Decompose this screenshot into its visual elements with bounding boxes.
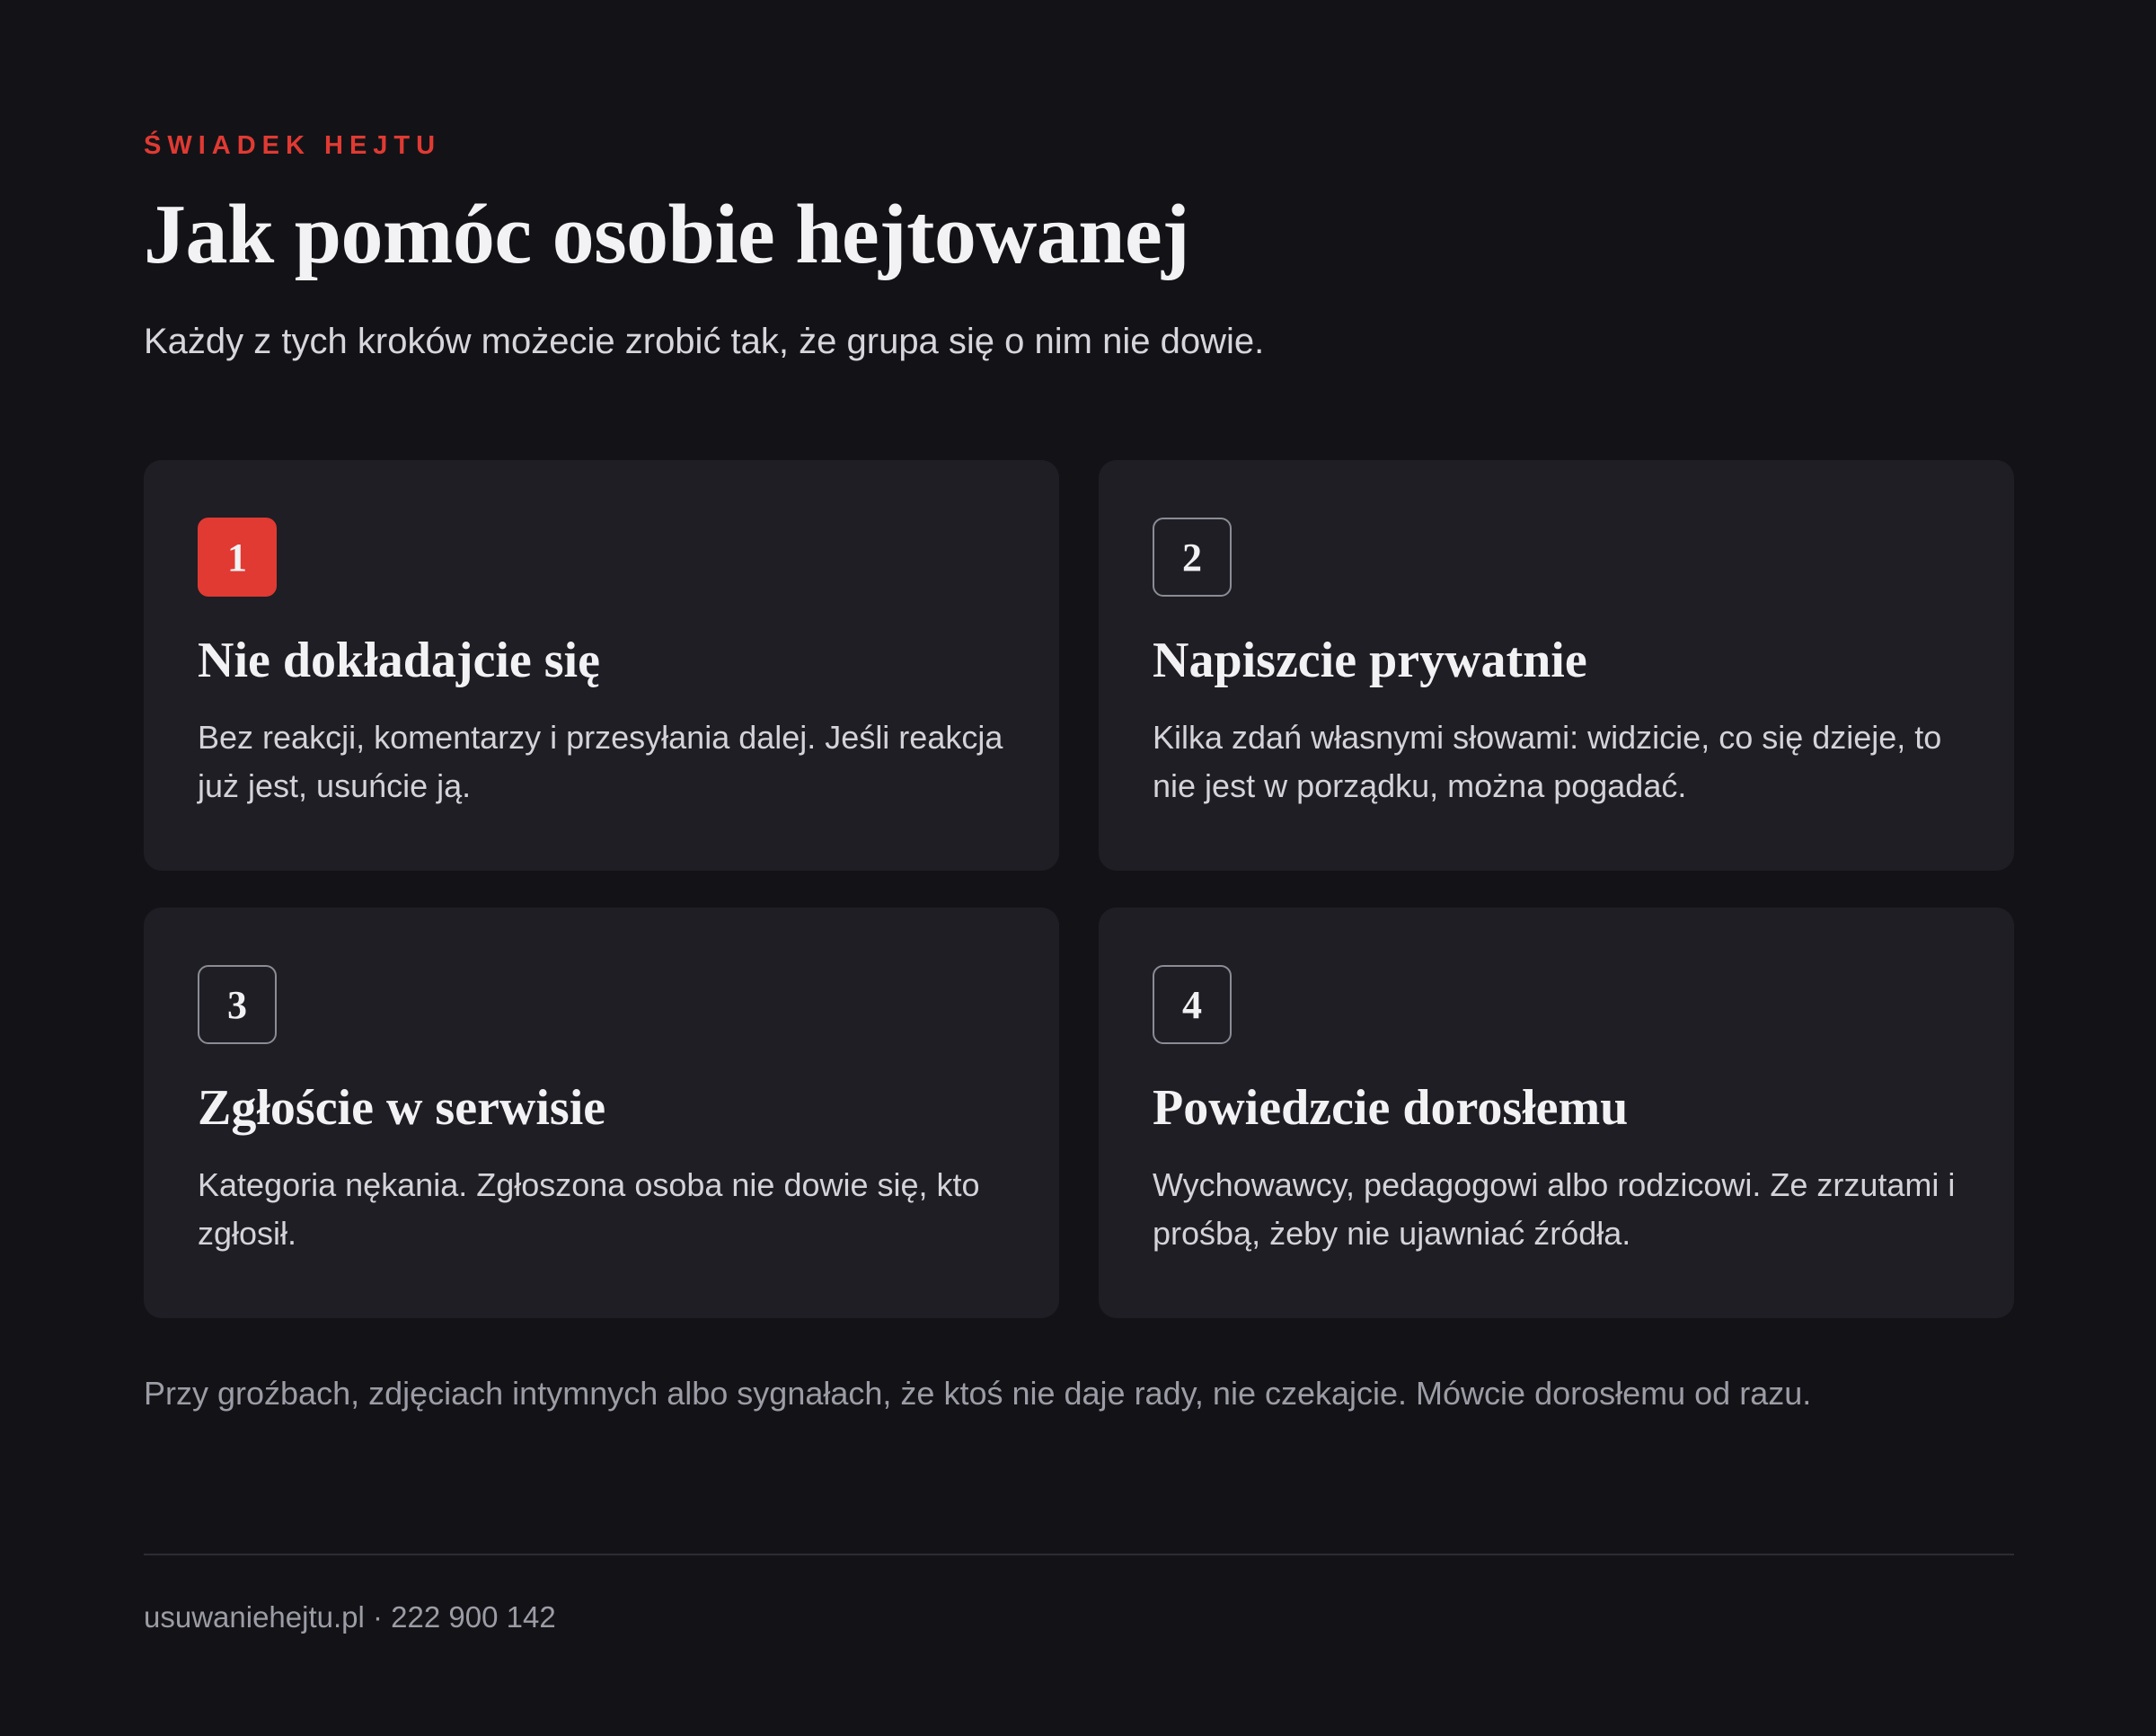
warning-note: Przy groźbach, zdjęciach intymnych albo sygnałach, że ktoś nie daje rady, nie czekajcie. Mówcie dorosłemu od razu. [144,1375,1812,1412]
steps-grid [144,460,2014,1318]
step-title: Napiszcie prywatnie [1153,633,1587,688]
step-description: Kilka zdań własnymi słowami: widzicie, co się dzieje, to nie jest w porządku, można pogadać. [1153,719,1942,804]
step-title: Zgłoście w serwisie [198,1080,606,1136]
step-card-1 [144,460,1059,871]
step-number-badge: 2 [1153,518,1232,597]
step-title: Nie dokładajcie się [198,633,600,688]
step-title: Powiedzcie dorosłemu [1153,1080,1629,1136]
step-description: Bez reakcji, komentarzy i przesyłania dalej. Jeśli reakcja już jest, usuńcie ją. [198,719,1003,804]
page-title: Jak pomóc osobie hejtowanej [144,188,1190,281]
eyebrow-label: ŚWIADEK HEJTU [144,131,442,160]
step-card-2 [1099,460,2014,871]
step-number-badge: 3 [198,965,277,1044]
footer-contact: usuwaniehejtu.pl · 222 900 142 [144,1600,556,1634]
footer-divider [144,1554,2014,1555]
step-number-badge: 1 [198,518,277,597]
step-number-badge: 4 [1153,965,1232,1044]
step-description: Wychowawcy, pedagogowi albo rodzicowi. Ze zrzutami i prośbą, żeby nie ujawniać źródła. [1153,1166,1956,1252]
step-card-3 [144,908,1059,1318]
step-description: Kategoria nękania. Zgłoszona osoba nie dowie się, kto zgłosił. [198,1166,980,1252]
page-subtitle: Każdy z tych kroków możecie zrobić tak, że grupa się o nim nie dowie. [144,322,1265,361]
step-card-4 [1099,908,2014,1318]
